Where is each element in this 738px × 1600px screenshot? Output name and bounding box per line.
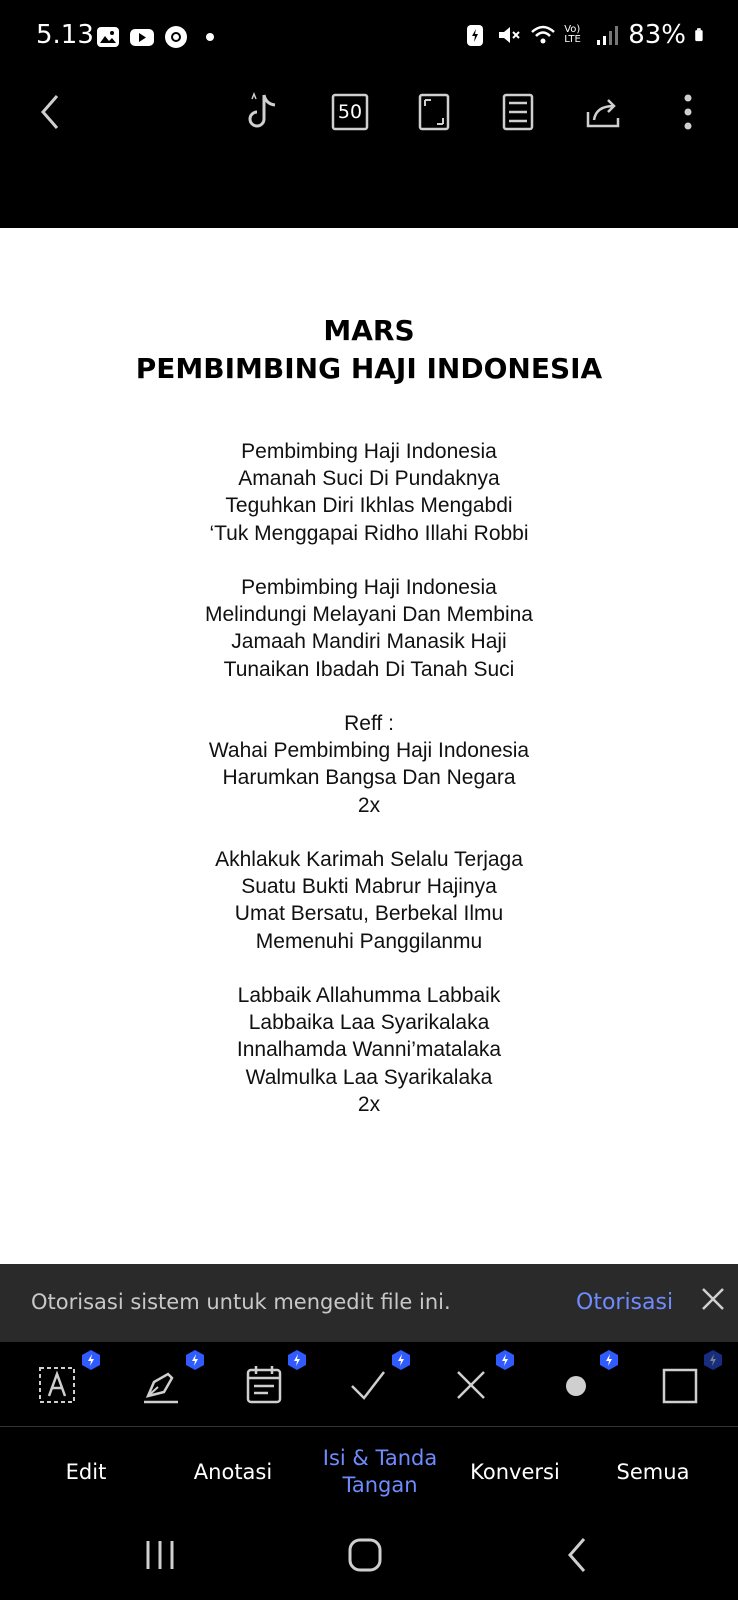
lyric-line: Pembimbing Haji Indonesia xyxy=(241,576,497,599)
fullscreen-icon xyxy=(417,92,451,132)
calendar-icon xyxy=(240,1360,288,1408)
chrome-icon xyxy=(163,24,189,50)
authorization-notice xyxy=(0,1264,738,1342)
stanza-5 xyxy=(0,982,738,1118)
tab-isi-tanda-tangan-line1: Isi & Tanda xyxy=(322,1446,438,1470)
recent-apps-icon[interactable] xyxy=(138,1535,182,1575)
share-icon xyxy=(584,92,624,132)
title-line-1: MARS xyxy=(323,314,415,347)
tab-isi-tanda-tangan[interactable] xyxy=(310,1427,450,1517)
close-icon[interactable] xyxy=(696,1282,730,1316)
battery-saver-icon xyxy=(462,22,488,48)
lyric-line: 2x xyxy=(357,1092,381,1116)
tab-isi-tanda-tangan-line2: Tangan xyxy=(342,1473,418,1497)
premium-badge-icon xyxy=(392,1350,410,1370)
text-box-icon xyxy=(34,1360,82,1408)
lyric-line: Innalhamda Wanni’matalaka xyxy=(236,1038,502,1062)
status-time: 5.13 xyxy=(36,20,94,50)
tiktok-share-button[interactable] xyxy=(238,86,290,138)
lyric-line: Memenuhi Panggilanmu xyxy=(255,929,483,953)
back-button[interactable] xyxy=(24,86,76,138)
lyric-line: Pembimbing Haji Indonesia xyxy=(241,440,497,463)
lyric-line: Suatu Bukti Mabrur Hajinya xyxy=(241,875,497,899)
lyric-line: Teguhkan Diri Ikhlas Mengabdi xyxy=(225,494,513,518)
share-button[interactable] xyxy=(578,86,630,138)
lyric-line: Jamaah Mandiri Manasik Haji xyxy=(231,630,507,654)
lyric-line: Tunaikan Ibadah Di Tanah Suci xyxy=(223,657,515,681)
tiktok-icon xyxy=(244,91,284,133)
notice-message: Otorisasi sistem untuk mengedit file ini. xyxy=(31,1290,451,1314)
lyric-line: Amanah Suci Di Pundaknya xyxy=(238,467,500,491)
premium-badge-icon xyxy=(496,1350,514,1370)
authorize-button[interactable]: Otorisasi xyxy=(576,1290,674,1315)
tab-edit[interactable]: Edit xyxy=(65,1459,107,1484)
cross-mark-icon xyxy=(448,1360,496,1408)
cross-mark-tool[interactable] xyxy=(448,1360,496,1408)
document-page[interactable] xyxy=(0,228,738,1264)
back-arrow-icon xyxy=(35,92,65,132)
premium-badge-icon xyxy=(600,1350,618,1370)
signal-icon xyxy=(594,22,620,48)
premium-badge-icon xyxy=(288,1350,306,1370)
lyric-line: ‘Tuk Menggapai Ridho Illahi Robbi xyxy=(209,521,529,545)
page-layout-icon xyxy=(501,92,535,132)
more-options-button[interactable] xyxy=(662,86,714,138)
battery-icon xyxy=(694,22,710,48)
premium-badge-icon xyxy=(82,1350,100,1370)
fullscreen-button[interactable] xyxy=(408,86,460,138)
lyric-line: Melindungi Melayani Dan Membina xyxy=(204,603,533,627)
tab-konversi[interactable]: Konversi xyxy=(470,1459,560,1484)
text-box-tool[interactable] xyxy=(34,1360,82,1408)
mode-tabs xyxy=(0,1427,738,1517)
rectangle-icon xyxy=(656,1360,704,1408)
lyric-line: Labbaik Allahumma Labbaik xyxy=(237,984,501,1007)
gallery-icon xyxy=(95,24,121,50)
status-left-icons xyxy=(95,24,223,50)
status-right-icons xyxy=(462,20,710,50)
stanza-4 xyxy=(0,846,738,955)
lyric-line: Walmulka Laa Syarikalaka xyxy=(245,1065,493,1089)
dot-icon xyxy=(552,1360,600,1408)
pen-nib-icon xyxy=(138,1360,186,1408)
rectangle-tool[interactable] xyxy=(656,1360,704,1408)
tab-semua[interactable]: Semua xyxy=(616,1459,690,1484)
lyric-line: Umat Bersatu, Berbekal Ilmu xyxy=(234,902,504,926)
premium-badge-icon xyxy=(704,1350,722,1370)
stanza-reff xyxy=(0,710,738,819)
checkmark-tool[interactable] xyxy=(344,1360,392,1408)
home-icon[interactable] xyxy=(344,1535,388,1575)
tab-anotasi[interactable]: Anotasi xyxy=(193,1459,273,1484)
lyric-line: Reff : xyxy=(344,712,394,735)
lyric-line: Harumkan Bangsa Dan Negara xyxy=(222,766,516,790)
title-line-2: PEMBIMBING HAJI INDONESIA xyxy=(135,352,603,385)
date-tool[interactable] xyxy=(240,1360,288,1408)
edit-tools-row xyxy=(0,1342,738,1426)
mute-icon xyxy=(496,22,522,48)
back-nav-icon[interactable] xyxy=(556,1535,600,1575)
youtube-icon xyxy=(129,24,155,50)
document-toolbar xyxy=(0,76,738,228)
battery-percent: 83% xyxy=(628,20,686,50)
lyric-line: Labbaika Laa Syarikalaka xyxy=(248,1011,490,1035)
status-bar xyxy=(0,0,738,76)
system-nav-bar xyxy=(0,1517,738,1600)
checkmark-icon xyxy=(344,1360,392,1408)
more-notifications-dot-icon xyxy=(197,24,223,50)
wifi-icon xyxy=(530,22,556,48)
stanza-2 xyxy=(0,574,738,683)
page-layout-button[interactable] xyxy=(492,86,544,138)
page-count-button[interactable] xyxy=(324,86,376,138)
stanza-1 xyxy=(0,438,738,547)
lyric-line: Wahai Pembimbing Haji Indonesia xyxy=(208,739,530,763)
more-vertical-icon xyxy=(682,92,694,132)
lyric-line: Akhlakuk Karimah Selalu Terjaga xyxy=(215,848,523,871)
network-type-label: Vo) LTE xyxy=(564,24,581,45)
lyric-line: 2x xyxy=(357,793,381,817)
dot-tool[interactable] xyxy=(552,1360,600,1408)
premium-badge-icon xyxy=(186,1350,204,1370)
page-count-label: 50 xyxy=(337,101,363,123)
signature-pen-tool[interactable] xyxy=(138,1360,186,1408)
